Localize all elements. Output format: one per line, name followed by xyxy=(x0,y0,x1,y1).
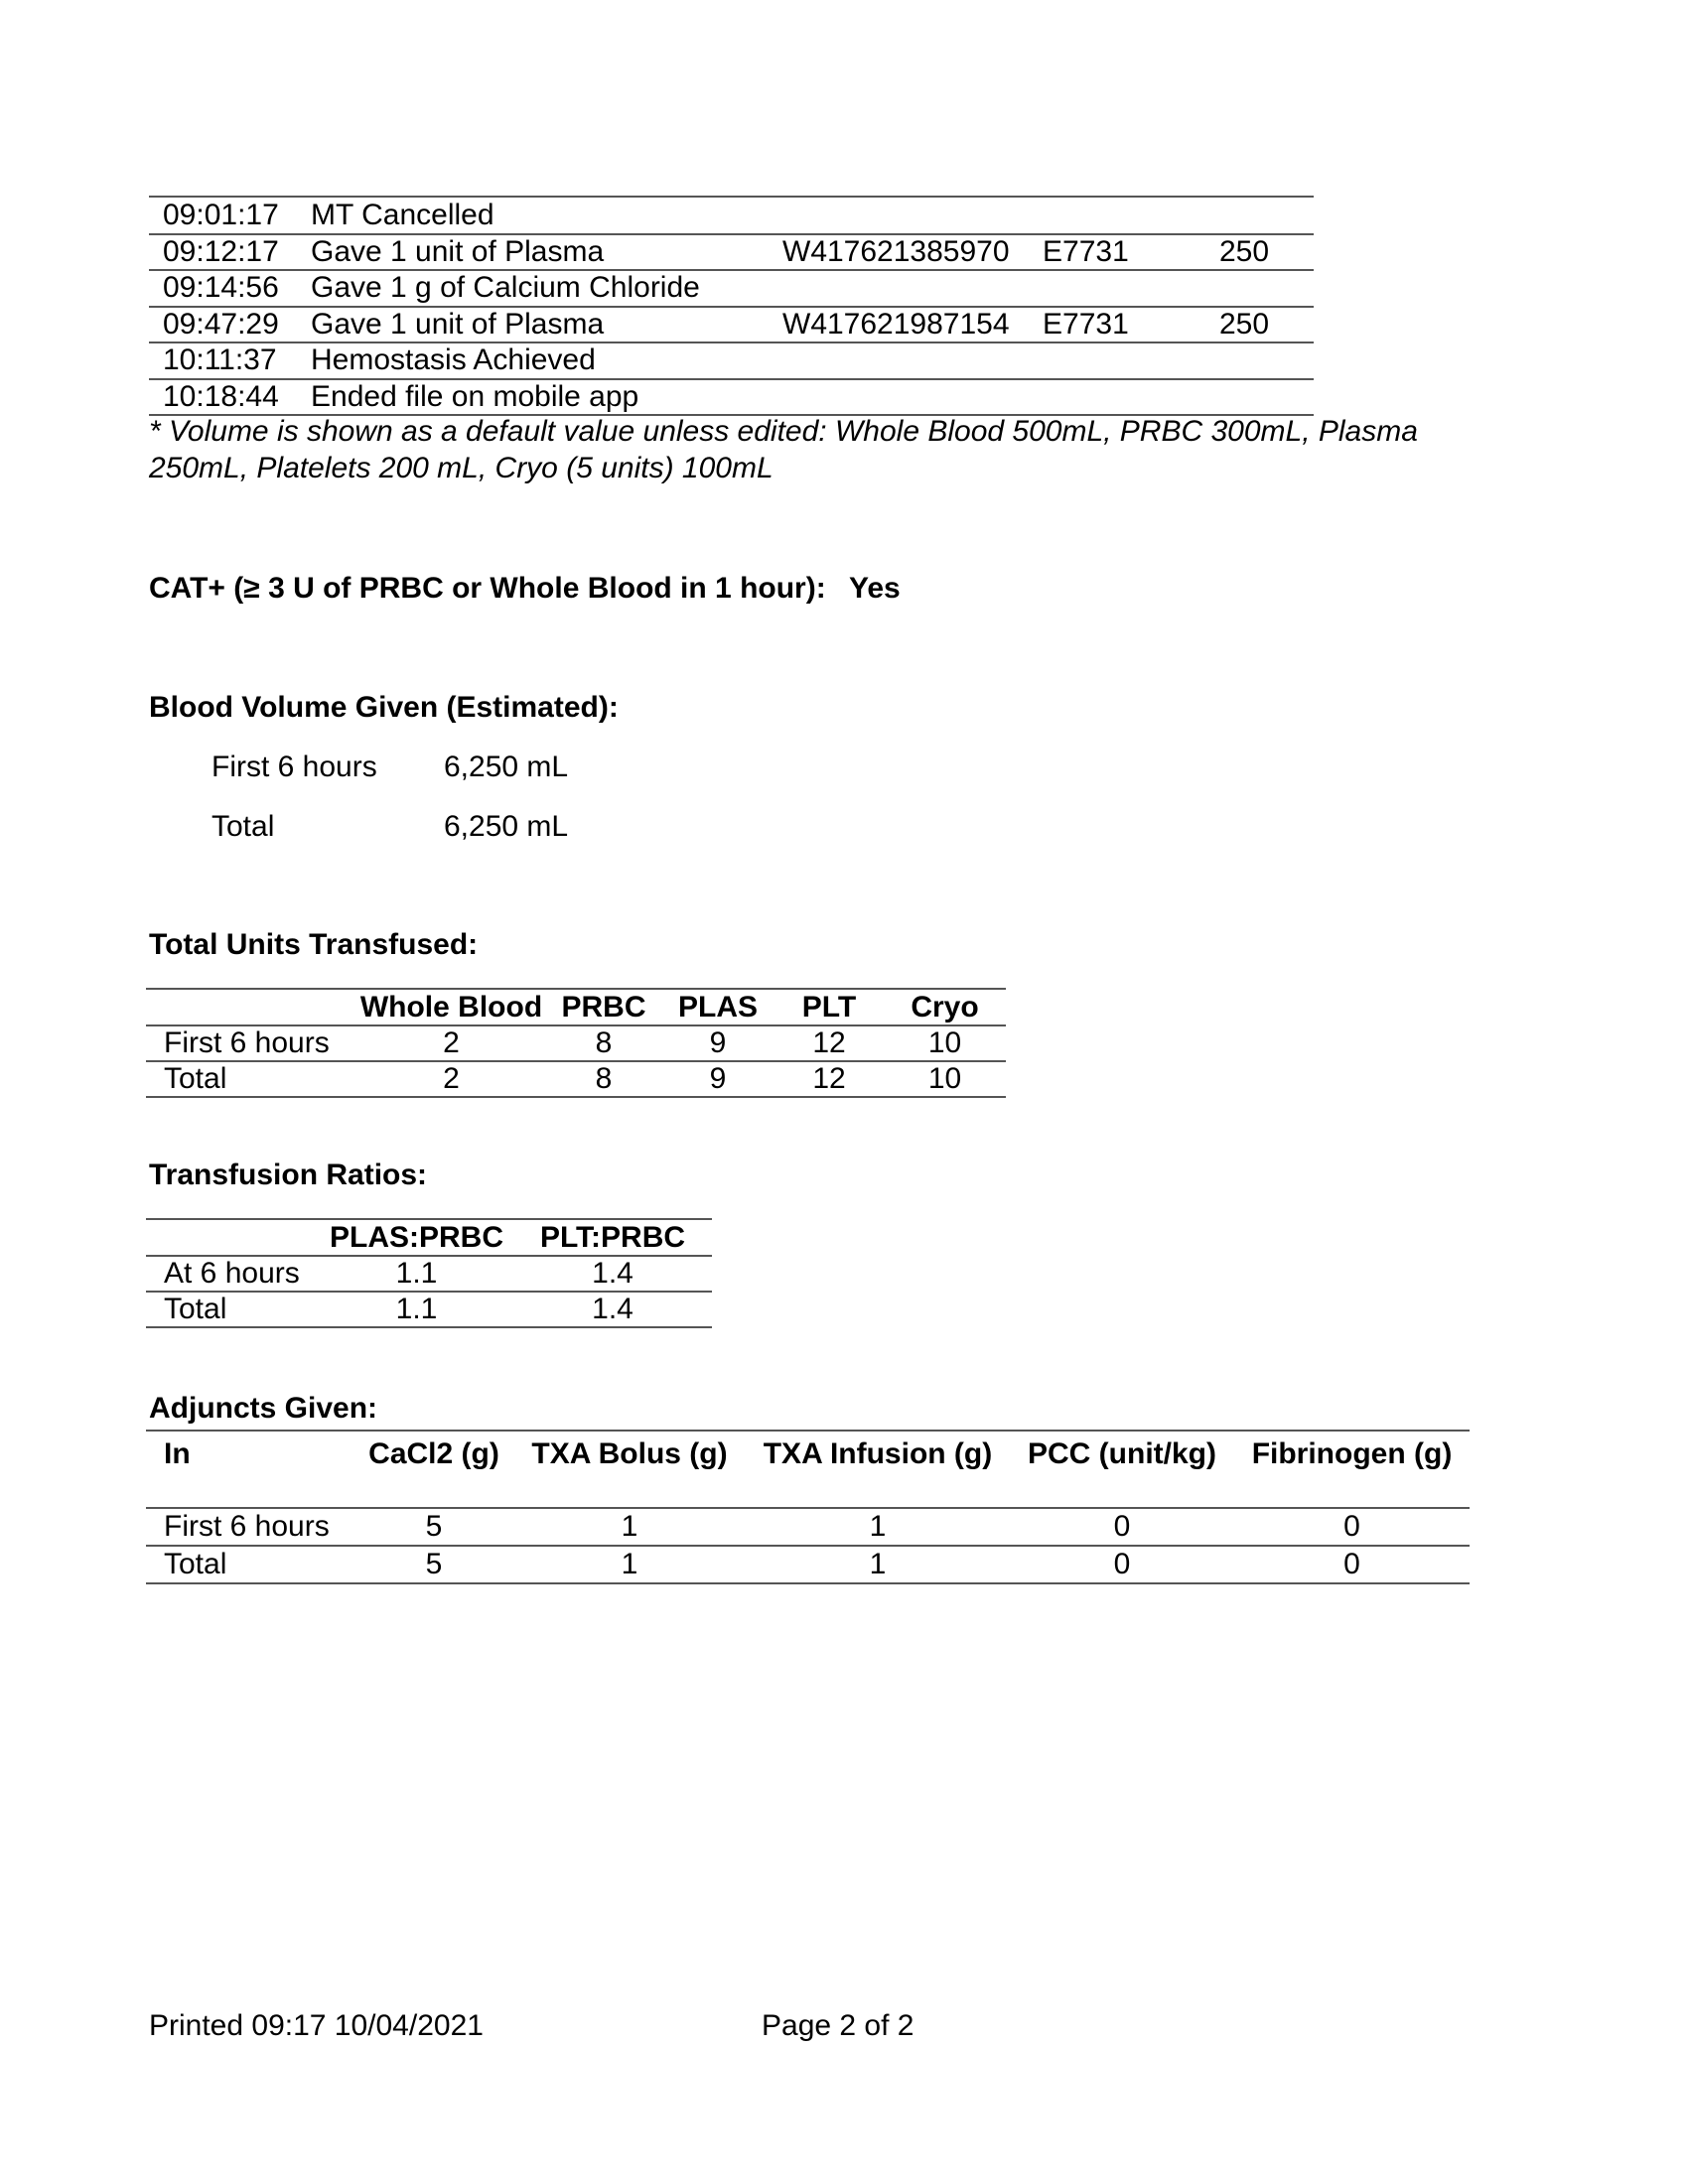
adjuncts-cell: 5 xyxy=(425,1510,443,1543)
units-row xyxy=(146,1061,1006,1097)
ratios-table xyxy=(146,1220,712,1328)
units-cell: 10 xyxy=(927,1062,962,1095)
log-product-code: E7731 xyxy=(1043,307,1129,341)
volume-footnote-line-1: * Volume is shown as a default value unless edited: Whole Blood 500mL, PRBC 300mL, Plasma xyxy=(149,415,1418,448)
log-product-code xyxy=(1043,270,1219,307)
log-product-code xyxy=(1043,198,1219,234)
ratios-col-header: PLT:PRBC xyxy=(539,1220,686,1254)
page-number: Page 2 of 2 xyxy=(762,2009,914,2042)
log-time: 09:12:17 xyxy=(163,234,279,268)
log-row xyxy=(149,234,1314,271)
log-event: MT Cancelled xyxy=(311,198,494,231)
ratios-row xyxy=(146,1256,712,1292)
log-event: Hemostasis Achieved xyxy=(311,343,596,377)
units-cell: 2 xyxy=(443,1062,460,1095)
printed-timestamp: Printed 09:17 10/04/2021 xyxy=(149,2009,484,2042)
ratios-header-row xyxy=(146,1220,712,1256)
ratios-cell: 1.4 xyxy=(592,1257,633,1290)
units-cell: 8 xyxy=(595,1026,613,1059)
blood-volume-value: 6,250 mL xyxy=(444,810,569,843)
event-log-body xyxy=(149,198,1314,415)
log-product-code: E7731 xyxy=(1043,234,1129,268)
log-time: 09:14:56 xyxy=(163,271,279,305)
units-col-header: Whole Blood xyxy=(359,990,543,1024)
log-row xyxy=(149,198,1314,234)
ratios-cell: 1.4 xyxy=(592,1293,633,1325)
ratios-row xyxy=(146,1292,712,1327)
log-volume: 250 xyxy=(1219,307,1270,341)
log-unit-number: W417621385970 xyxy=(782,234,1010,268)
adjuncts-row xyxy=(146,1546,1470,1583)
adjuncts-cell: 0 xyxy=(1343,1510,1360,1543)
log-event: Gave 1 g of Calcium Chloride xyxy=(311,271,700,305)
log-product-code xyxy=(1043,342,1219,379)
log-volume xyxy=(1219,379,1314,416)
log-volume: 250 xyxy=(1219,234,1270,268)
adjuncts-cell: 1 xyxy=(869,1548,887,1580)
units-heading: Total Units Transfused: xyxy=(149,928,479,961)
ratios-heading: Transfusion Ratios: xyxy=(149,1159,428,1191)
blood-volume-label: Total xyxy=(211,810,275,843)
log-unit-number: W417621987154 xyxy=(782,307,1010,341)
adjuncts-cell: 0 xyxy=(1113,1510,1131,1543)
ratios-row-label: Total xyxy=(164,1293,227,1325)
adjuncts-row-label: Total xyxy=(164,1548,227,1580)
log-time: 10:11:37 xyxy=(163,343,277,377)
adjuncts-cell: 1 xyxy=(621,1510,638,1543)
adjuncts-cell: 0 xyxy=(1113,1548,1131,1580)
log-product-code xyxy=(1043,379,1219,416)
log-row xyxy=(149,342,1314,379)
units-row xyxy=(146,1025,1006,1061)
adjuncts-col-header: CaCl2 (g) xyxy=(368,1437,499,1470)
log-time: 09:01:17 xyxy=(163,198,279,231)
log-event: Gave 1 unit of Plasma xyxy=(311,307,605,341)
log-event: Gave 1 unit of Plasma xyxy=(311,234,605,268)
volume-footnote-line-2: 250mL, Platelets 200 mL, Cryo (5 units) 100mL xyxy=(149,452,774,484)
adjuncts-row-label: First 6 hours xyxy=(164,1510,330,1543)
adjuncts-cell: 0 xyxy=(1343,1548,1360,1580)
ratios-col-header xyxy=(146,1220,320,1256)
adjuncts-col-header: TXA Infusion (g) xyxy=(763,1437,993,1470)
units-col-header: Cryo xyxy=(911,990,979,1024)
units-col-header xyxy=(146,990,356,1025)
units-cell: 2 xyxy=(443,1026,460,1059)
adjuncts-cell: 1 xyxy=(869,1510,887,1543)
units-row-label: First 6 hours xyxy=(164,1026,330,1059)
blood-volume-value: 6,250 mL xyxy=(444,751,569,783)
units-col-header: PLT xyxy=(801,990,857,1024)
log-time: 10:18:44 xyxy=(163,379,279,413)
log-unit-number xyxy=(782,379,1043,416)
units-cell: 12 xyxy=(812,1062,846,1095)
ratios-col-header: PLAS:PRBC xyxy=(329,1220,503,1254)
units-cell: 9 xyxy=(709,1062,727,1095)
log-unit-number xyxy=(782,198,1043,234)
cat-plus-value: Yes xyxy=(849,572,901,605)
adjuncts-col-header: TXA Bolus (g) xyxy=(531,1437,728,1470)
log-unit-number xyxy=(782,342,1043,379)
ratios-cell: 1.1 xyxy=(395,1293,438,1325)
adjuncts-cell: 5 xyxy=(425,1548,443,1580)
units-row-label: Total xyxy=(164,1062,227,1095)
log-row xyxy=(149,307,1314,343)
units-cell: 12 xyxy=(812,1026,846,1059)
units-header-row xyxy=(146,990,1006,1025)
adjuncts-table xyxy=(146,1432,1470,1584)
units-cell: 10 xyxy=(927,1026,962,1059)
units-table xyxy=(146,990,1006,1098)
log-volume xyxy=(1219,198,1314,234)
log-row xyxy=(149,379,1314,416)
log-row xyxy=(149,270,1314,307)
ratios-row-label: At 6 hours xyxy=(164,1257,300,1290)
adjuncts-col-header: Fibrinogen (g) xyxy=(1251,1437,1453,1470)
units-cell: 8 xyxy=(595,1062,613,1095)
log-event: Ended file on mobile app xyxy=(311,379,639,413)
log-unit-number xyxy=(782,270,1043,307)
units-col-header: PLAS xyxy=(677,990,758,1024)
blood-volume-heading: Blood Volume Given (Estimated): xyxy=(149,691,619,724)
log-volume xyxy=(1219,270,1314,307)
log-time: 09:47:29 xyxy=(163,307,279,341)
adjuncts-heading: Adjuncts Given: xyxy=(149,1392,378,1425)
blood-volume-label: First 6 hours xyxy=(211,751,377,783)
cat-plus-label: CAT+ (≥ 3 U of PRBC or Whole Blood in 1 hour): xyxy=(149,572,826,605)
adjuncts-cell: 1 xyxy=(621,1548,638,1580)
units-cell: 9 xyxy=(709,1026,727,1059)
adjuncts-col-header: PCC (unit/kg) xyxy=(1028,1437,1216,1470)
log-volume xyxy=(1219,342,1314,379)
adjuncts-header-row xyxy=(146,1432,1470,1508)
ratios-cell: 1.1 xyxy=(395,1257,438,1290)
event-log-table xyxy=(149,198,1314,416)
adjuncts-col-header: In xyxy=(164,1437,191,1470)
adjuncts-row xyxy=(146,1508,1470,1546)
units-col-header: PRBC xyxy=(561,990,646,1024)
